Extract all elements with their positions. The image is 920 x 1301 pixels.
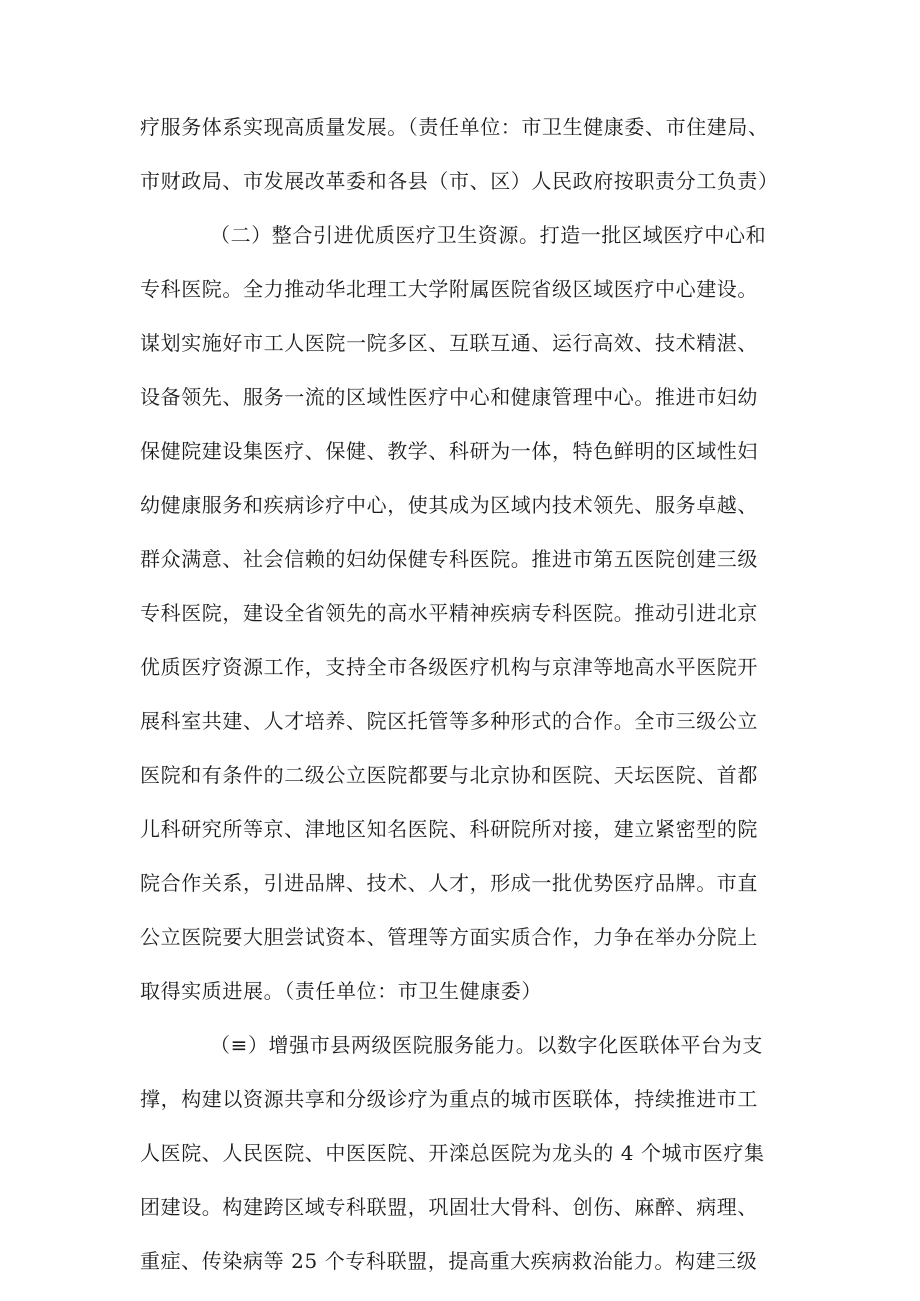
text-line: 重症、传染病等 25 个专科联盟，提高重大疾病救治能力。构建三级 [140, 1249, 758, 1273]
text-line: 幼健康服务和疾病诊疗中心，使其成为区域内技术领先、服务卓越、 [140, 493, 758, 517]
text-line: 市财政局、市发展改革委和各县（市、区）人民政府按职责分工负责） [140, 169, 779, 193]
text-line: 保健院建设集医疗、保健、教学、科研为一体，特色鲜明的区域性妇 [140, 439, 758, 463]
document-body [140, 113, 800, 1301]
text-line: 谋划实施好市工人医院一院多区、互联互通、运行高效、技术精湛、 [140, 331, 758, 355]
text-line: 疗服务体系实现高质量发展。（责任单位：市卫生健康委、市住建局、 [140, 115, 769, 139]
text-line: 医院和有条件的二级公立医院都要与北京协和医院、天坛医院、首都 [140, 763, 758, 787]
text-line: 院合作关系，引进品牌、技术、人才，形成一批优势医疗品牌。市直 [140, 871, 758, 895]
text-line: 专科医院。全力推动华北理工大学附属医院省级区域医疗中心建设。 [140, 277, 758, 301]
text-line: 撑，构建以资源共享和分级诊疗为重点的城市医联体，持续推进市工 [140, 1087, 758, 1111]
text-line: 儿科研究所等京、津地区知名医院、科研院所对接，建立紧密型的院 [140, 817, 758, 841]
text-line: 展科室共建、人才培养、院区托管等多种形式的合作。全市三级公立 [140, 709, 758, 733]
text-line: 人医院、人民医院、中医医院、开滦总医院为龙头的 4 个城市医疗集 [140, 1141, 765, 1165]
text-line: 群众满意、社会信赖的妇幼保健专科医院。推进市第五医院创建三级 [140, 547, 758, 571]
text-line: 公立医院要大胆尝试资本、管理等方面实质合作，力争在举办分院上 [140, 925, 758, 949]
section-heading-line: （≡）增强市县两级医院服务能力。以数字化医联体平台为支 [210, 1033, 763, 1057]
text-line: 设备领先、服务一流的区域性医疗中心和健康管理中心。推进市妇幼 [140, 385, 758, 409]
text-line: 团建设。构建跨区域专科联盟，巩固壮大骨科、创伤、麻醉、病理、 [140, 1195, 758, 1219]
section-heading-line: （二）整合引进优质医疗卫生资源。打造一批区域医疗中心和 [210, 223, 767, 247]
text-line: 专科医院，建设全省领先的高水平精神疾病专科医院。推动引进北京 [140, 601, 758, 625]
text-line: 取得实质进展。（责任单位：市卫生健康委） [140, 979, 542, 1003]
text-line: 优质医疗资源工作，支持全市各级医疗机构与京津等地高水平医院开 [140, 655, 758, 679]
